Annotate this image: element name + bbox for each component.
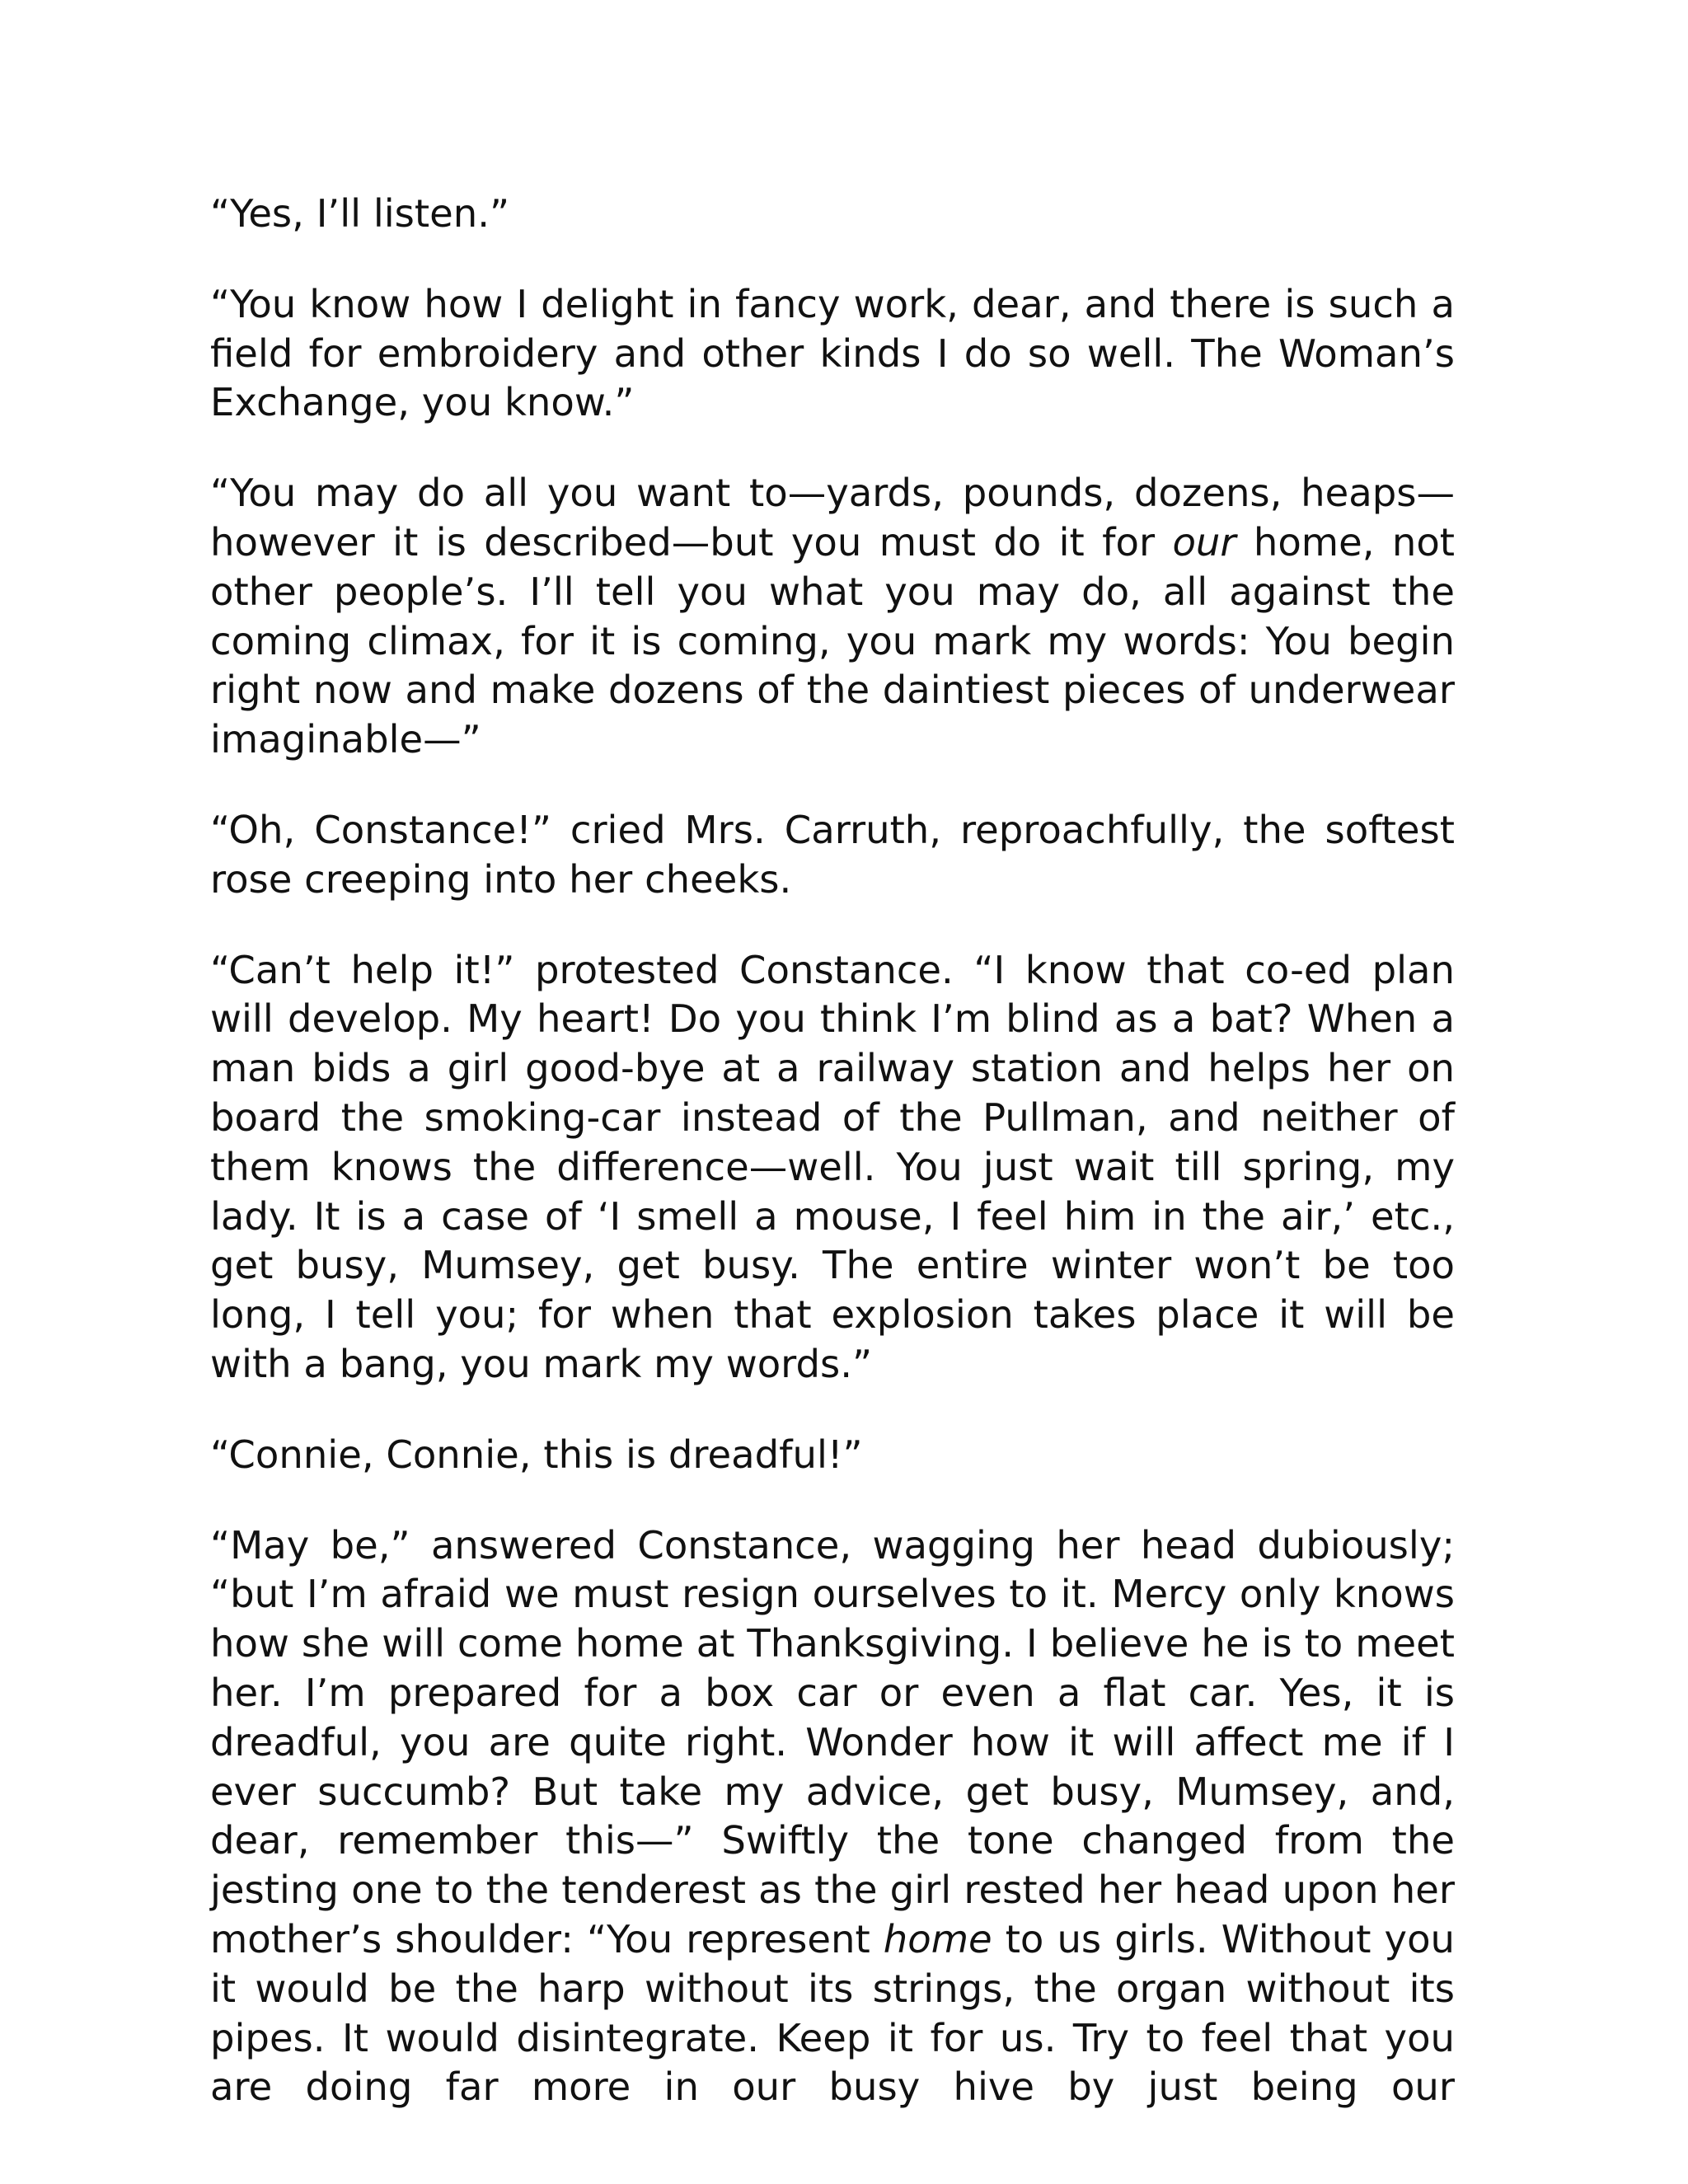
text: “Can’t help it!” protested Constance. “I know that co-ed plan will develop. My heart! Do you think I’m blind as a bat? When a man bids a girl good-bye at a railway station and helps her on board the smoking-car instead of the Pullman, and neither of them knows the difference—well. You just wait till spring, my lady. It is a case of ‘I smell a mouse, I feel him in the air,’ etc., get busy, Mumsey, get busy. The entire winter won’t be too long, I tell you; for when that explosion takes place it will be with a bang, you mark my words.”	[210, 947, 1455, 1386]
paragraph-3	[210, 469, 1455, 765]
paragraph-5	[210, 946, 1455, 1390]
text: “You know how I delight in fancy work, dear, and there is such a field for embroidery and other kinds I do so well. The Woman’s Exchange, you know.”	[210, 281, 1455, 425]
page-body	[210, 190, 1455, 2154]
text: to us girls. Without you it would be the harp without its strings, the organ without its pipes. It would disintegrate. Keep it for us. Try to feel that you are doing far more in our busy hive by just being our	[210, 1916, 1456, 2110]
paragraph-7	[210, 1521, 1455, 2113]
text: “You may do all you want to—yards, pounds, dozens, heaps—however it is described—but you must do it for	[210, 471, 1455, 565]
text: “May be,” answered Constance, wagging her head dubiously; “but I’m afraid we must resign ourselves to it. Mercy only knows how she will come home at Thanksgiving. I believe he is to meet her. I’m prepared for a box car or even a flat car. Yes, it is dreadful, you are quite right. Wonder how it will affect me if I ever succumb? But take my advice, get busy, Mumsey, and, dear, remember this—” Swiftly the tone changed from the jesting one to the tenderest as the girl rested her head upon her mother’s shoulder: “You represent	[210, 1522, 1455, 1961]
paragraph-6	[210, 1431, 1455, 1480]
paragraph-1	[210, 190, 1455, 239]
text: home, not other people’s. I’ll tell you what you may do, all against the coming climax, for it is coming, you mark my words: You begin right now and make dozens of the daintiest pieces of underwear imaginable—”	[210, 519, 1455, 762]
emphasis-home: home	[883, 1916, 992, 1961]
emphasis-our: our	[1172, 519, 1236, 565]
text: “Connie, Connie, this is dreadful!”	[210, 1432, 863, 1477]
text: “Oh, Constance!” cried Mrs. Carruth, reproachfully, the softest rose creeping into her cheeks.	[210, 807, 1455, 902]
text: “Yes, I’ll listen.”	[210, 191, 510, 236]
paragraph-2	[210, 280, 1455, 428]
paragraph-4	[210, 806, 1455, 905]
